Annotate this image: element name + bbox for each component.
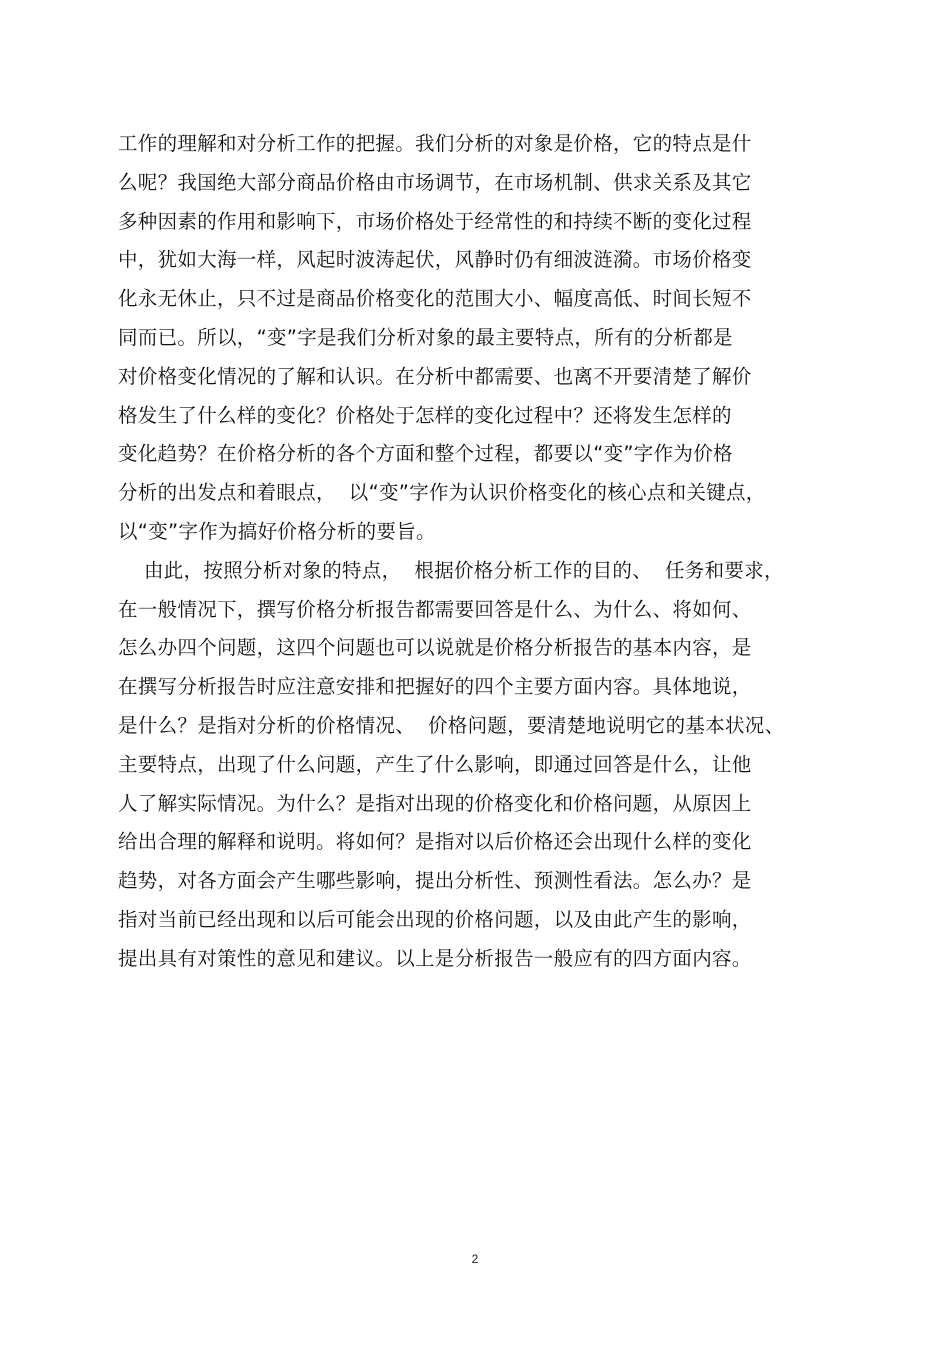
text-line: 主要特点，出现了什么问题，产生了什么影响，即通过回答是什么，让他 bbox=[118, 752, 752, 776]
text-line: 在一般情况下，撰写价格分析报告都需要回答是什么、为什么、将如何、 bbox=[118, 597, 752, 621]
page-number: 2 bbox=[471, 1252, 479, 1266]
text-line: 化永无休止，只不过是商品价格变化的范围大小、幅度高低、时间长短不 bbox=[118, 287, 752, 311]
text-line: 人了解实际情况。为什么？是指对出现的价格变化和价格问题，从原因上 bbox=[118, 791, 752, 815]
text-line: 么呢？我国绝大部分商品价格由市场调节，在市场机制、供求关系及其它 bbox=[118, 170, 752, 194]
text-line: 多种因素的作用和影响下，市场价格处于经常性的和持续不断的变化过程 bbox=[118, 209, 752, 233]
text-line: 趋势，对各方面会产生哪些影响，提出分析性、预测性看法。怎么办？是 bbox=[118, 869, 752, 893]
text-line: 中，犹如大海一样，风起时波涛起伏，风静时仍有细波涟漪。市场价格变 bbox=[118, 248, 752, 272]
text-line: 怎么办四个问题，这四个问题也可以说就是价格分析报告的基本内容，是 bbox=[118, 636, 752, 660]
text-line: 在撰写分析报告时应注意安排和把握好的四个主要方面内容。具体地说， bbox=[118, 675, 752, 699]
text-line: 变化趋势？在价格分析的各个方面和整个过程，都要以“变”字作为价格 bbox=[118, 442, 733, 466]
text-line: 工作的理解和对分析工作的把握。我们分析的对象是价格，它的特点是什 bbox=[118, 132, 752, 155]
text-line: 指对当前已经出现和以后可能会出现的价格问题，以及由此产生的影响， bbox=[118, 907, 752, 931]
text-line: 给出合理的解释和说明。将如何？是指对以后价格还会出现什么样的变化 bbox=[118, 830, 752, 854]
text-line: 同而已。所以，“变”字是我们分析对象的最主要特点，所有的分析都是 bbox=[118, 325, 733, 349]
text-line: 对价格变化情况的了解和认识。在分析中都需要、也离不开要清楚了解价 bbox=[118, 364, 752, 388]
text-line: 格发生了什么样的变化？价格处于怎样的变化过程中？还将发生怎样的 bbox=[118, 403, 732, 427]
text-line: 由此，按照分析对象的特点， 根据价格分析工作的目的、 任务和要求， bbox=[118, 558, 784, 582]
text-line: 以“变”字作为搞好价格分析的要旨。 bbox=[118, 519, 436, 543]
text-line: 提出具有对策性的意见和建议。以上是分析报告一般应有的四方面内容。 bbox=[118, 946, 752, 970]
text-line: 分析的出发点和着眼点， 以“变”字作为认识价格变化的核心点和关键点， bbox=[118, 481, 766, 505]
body-text bbox=[118, 125, 838, 979]
text-line: 是什么？是指对分析的价格情况、 价格问题，要清楚地说明它的基本状况、 bbox=[118, 713, 785, 737]
